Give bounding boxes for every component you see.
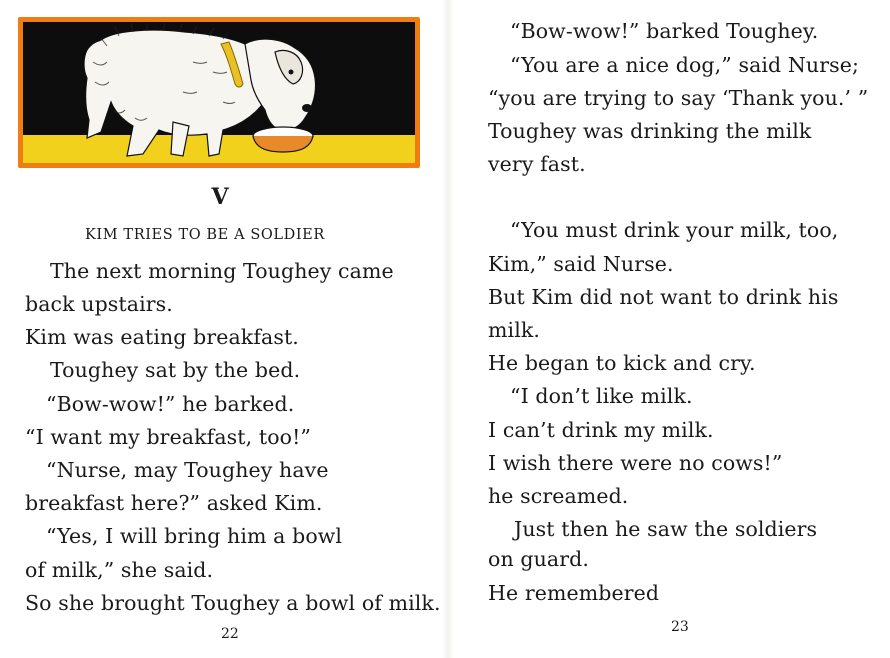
- text-line: I wish there were no cows!”: [488, 451, 783, 475]
- text-line: Toughey sat by the bed.: [50, 358, 301, 382]
- book-gutter: [442, 0, 454, 658]
- text-line: “Bow-wow!” he barked.: [46, 392, 295, 416]
- text-line: Just then he saw the soldiers: [514, 517, 818, 541]
- text-line: Toughey was drinking the milk: [488, 119, 812, 143]
- text-line: “Yes, I will bring him a bowl: [46, 524, 343, 548]
- page-number-left: 22: [221, 626, 239, 642]
- text-line: But Kim did not want to drink his: [488, 285, 839, 309]
- text-line: of milk,” she said.: [25, 558, 214, 582]
- text-line: Kim,” said Nurse.: [488, 252, 674, 276]
- text-line: breakfast here?” asked Kim.: [25, 491, 323, 515]
- text-line: on guard.: [488, 547, 589, 571]
- text-line: Kim was eating breakfast.: [25, 325, 299, 349]
- chapter-illustration: [18, 17, 420, 168]
- text-line: he screamed.: [488, 484, 629, 508]
- text-line: “I want my breakfast, too!”: [25, 425, 311, 449]
- page-number-right: 23: [671, 619, 689, 635]
- chapter-title: KIM TRIES TO BE A SOLDIER: [85, 227, 325, 243]
- text-line: very fast.: [488, 152, 586, 176]
- text-line: I can’t drink my milk.: [488, 418, 714, 442]
- text-line: “Nurse, may Toughey have: [46, 458, 329, 482]
- text-line: “Bow-wow!” barked Toughey.: [510, 19, 819, 43]
- text-line: So she brought Toughey a bowl of milk.: [25, 591, 441, 615]
- text-line: “I don’t like milk.: [510, 384, 693, 408]
- dog-drinking-milk-illustration: [23, 22, 415, 163]
- text-line: “you are trying to say ‘Thank you.’ ”: [488, 86, 869, 110]
- text-line: He began to kick and cry.: [488, 351, 756, 375]
- text-line: back upstairs.: [25, 292, 173, 316]
- text-line: milk.: [488, 318, 540, 342]
- text-line: “You must drink your milk, too,: [510, 218, 839, 242]
- text-line: “You are a nice dog,” said Nurse;: [510, 53, 859, 77]
- text-line: The next morning Toughey came: [50, 259, 394, 283]
- chapter-number: V: [211, 184, 229, 210]
- text-line: He remembered: [488, 581, 660, 605]
